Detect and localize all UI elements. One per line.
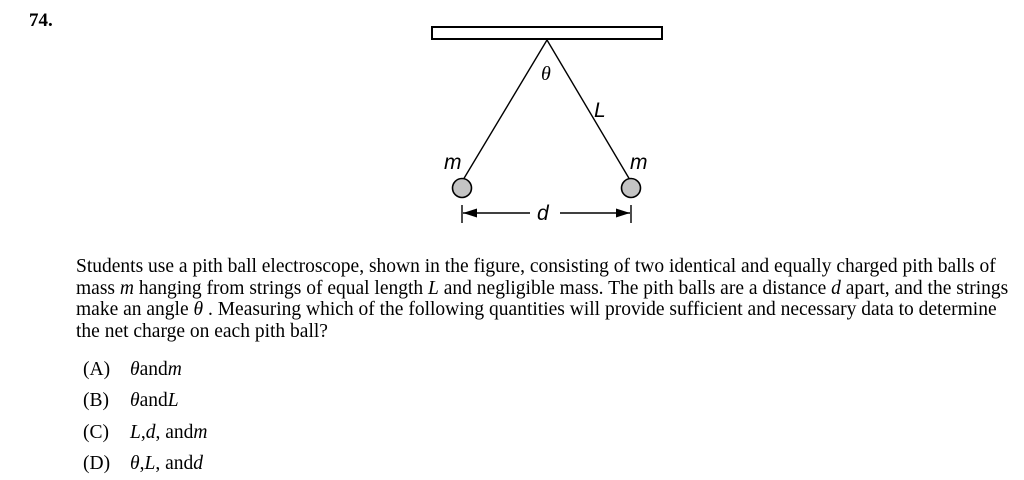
distance-left-arrowhead — [463, 209, 477, 218]
left-pith-ball — [453, 179, 472, 198]
right-pith-ball — [622, 179, 641, 198]
option-b[interactable]: (B) θ and L — [83, 386, 207, 418]
left-string — [463, 40, 547, 180]
left-mass-label: m — [444, 151, 462, 174]
distance-label: d — [537, 202, 550, 225]
right-mass-label: m — [630, 151, 648, 174]
question-text: Students use a pith ball electroscope, shown in the figure, consisting of two identical and equally charged pith balls of mass m hanging from strings of equal length L and negligible mass. The pith balls are a distance d apart, and the strings make an angle θ . Measuring which of the following quantities will provide sufficient and necessary data to determine the net charge on each pith ball? — [76, 256, 1021, 342]
theta-label: θ — [541, 63, 551, 85]
option-d[interactable]: (D) θ , L , and d — [83, 449, 207, 480]
right-string — [547, 40, 630, 180]
ceiling-bar — [432, 27, 662, 39]
question-number: 74. — [29, 10, 53, 32]
option-c[interactable]: (C) L , d , and m — [83, 417, 207, 449]
distance-right-arrowhead — [616, 209, 630, 218]
length-label: L — [594, 99, 606, 122]
option-a[interactable]: (A) θ and m — [83, 354, 207, 386]
answer-options — [83, 354, 207, 480]
